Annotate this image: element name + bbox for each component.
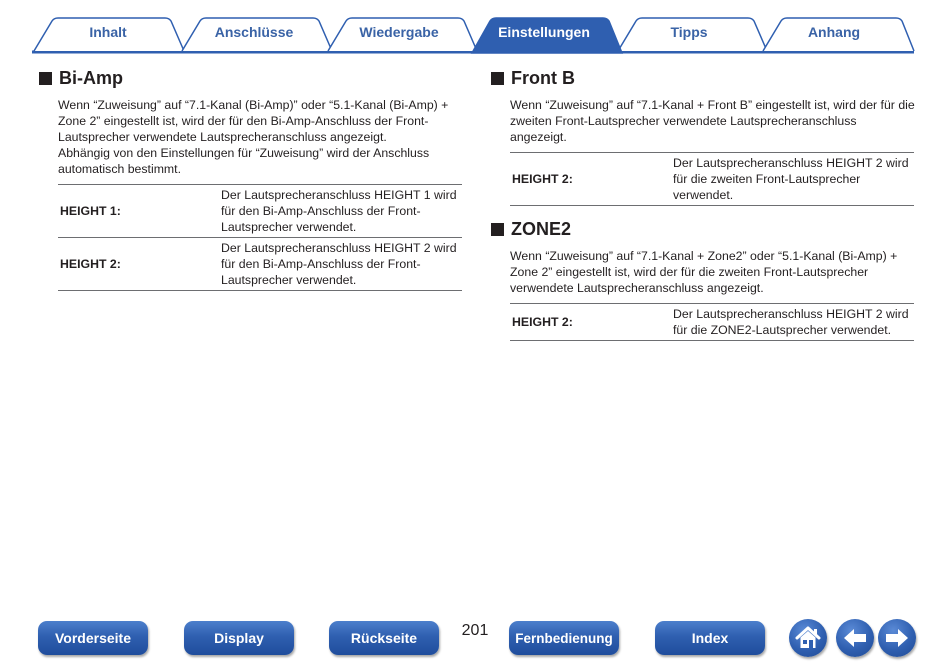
description-paragraph: Wenn “Zuweisung” auf “7.1-Kanal + Zone2” oder “5.1-Kanal (Bi-Amp) + Zone 2” eingestellt ist, wird der für die zweiten Front-Lautsprecher verwendete Lautsprecheranschluss angezeigt.: [510, 249, 898, 295]
section-heading: Bi-Amp: [59, 67, 123, 88]
vorderseite-button[interactable]: Vorderseite: [38, 621, 148, 655]
rueckseite-button[interactable]: Rückseite: [329, 621, 439, 655]
row-key: HEIGHT 1:: [58, 185, 221, 238]
section-front-b: [491, 67, 915, 206]
section-heading: Front B: [511, 67, 575, 88]
arrow-right-icon: [878, 619, 916, 657]
table-row: [58, 185, 462, 238]
section-description: [58, 97, 462, 177]
tab-anhang[interactable]: Anhang: [807, 24, 861, 40]
tab-bar: [0, 0, 950, 56]
back-button[interactable]: [836, 619, 874, 657]
settings-table: [510, 303, 914, 341]
forward-button[interactable]: [878, 619, 916, 657]
section-heading: ZONE2: [511, 218, 572, 239]
description-paragraph: Wenn “Zuweisung” auf “7.1-Kanal + Front B” eingestellt ist, wird der für die zweiten Front-Lautsprecher verwendete Lautsprecheranschluss angezeigt.: [510, 98, 915, 144]
section-title-front-b: [491, 67, 915, 89]
section-bi-amp: [39, 67, 462, 291]
square-bullet-icon: [491, 223, 504, 236]
section-zone2: [491, 218, 915, 341]
table-row: [58, 238, 462, 291]
home-button[interactable]: [789, 619, 827, 657]
row-value: Der Lautsprecheranschluss HEIGHT 2 wird für die zweiten Front-Lautsprecher verwendet.: [673, 153, 914, 206]
section-title-zone2: [491, 218, 915, 240]
display-button[interactable]: Display: [184, 621, 294, 655]
section-title-bi-amp: [39, 67, 462, 89]
table-row: [510, 304, 914, 341]
arrow-left-icon: [836, 619, 874, 657]
tab-inhalt[interactable]: Inhalt: [89, 24, 127, 40]
row-value: Der Lautsprecheranschluss HEIGHT 2 wird für den Bi-Amp-Anschluss der Front-Lautsprecher verwendet.: [221, 238, 462, 291]
section-description: [510, 248, 915, 296]
tab-einstellungen[interactable]: Einstellungen: [498, 24, 590, 40]
fernbedienung-button[interactable]: Fernbedienung: [509, 621, 619, 655]
description-paragraph: Wenn “Zuweisung” auf “7.1-Kanal (Bi-Amp)” oder “5.1-Kanal (Bi-Amp) + Zone 2” eingestellt ist, wird der für den Bi-Amp-Anschluss der Front-Lautsprecher verwendete Lautsprecheranschluss angezeigt.: [58, 98, 449, 144]
row-value: Der Lautsprecheranschluss HEIGHT 1 wird für den Bi-Amp-Anschluss der Front-Lautsprecher verwendet.: [221, 185, 462, 238]
settings-table: [510, 152, 914, 206]
description-paragraph: Abhängig von den Einstellungen für “Zuweisung” wird der Anschluss automatisch bestimmt.: [58, 146, 430, 176]
tab-wiedergabe[interactable]: Wiedergabe: [359, 24, 439, 40]
tab-anschluesse[interactable]: Anschlüsse: [214, 24, 294, 40]
square-bullet-icon: [39, 72, 52, 85]
square-bullet-icon: [491, 72, 504, 85]
home-icon: [789, 619, 827, 657]
page-number: 201: [461, 622, 489, 639]
row-key: HEIGHT 2:: [58, 238, 221, 291]
row-value: Der Lautsprecheranschluss HEIGHT 2 wird für die ZONE2-Lautsprecher verwendet.: [673, 304, 914, 341]
index-button[interactable]: Index: [655, 621, 765, 655]
row-key: HEIGHT 2:: [510, 153, 673, 206]
row-key: HEIGHT 2:: [510, 304, 673, 341]
table-row: [510, 153, 914, 206]
tab-tipps[interactable]: Tipps: [670, 24, 708, 40]
settings-table: [58, 184, 462, 291]
section-description: [510, 97, 915, 145]
